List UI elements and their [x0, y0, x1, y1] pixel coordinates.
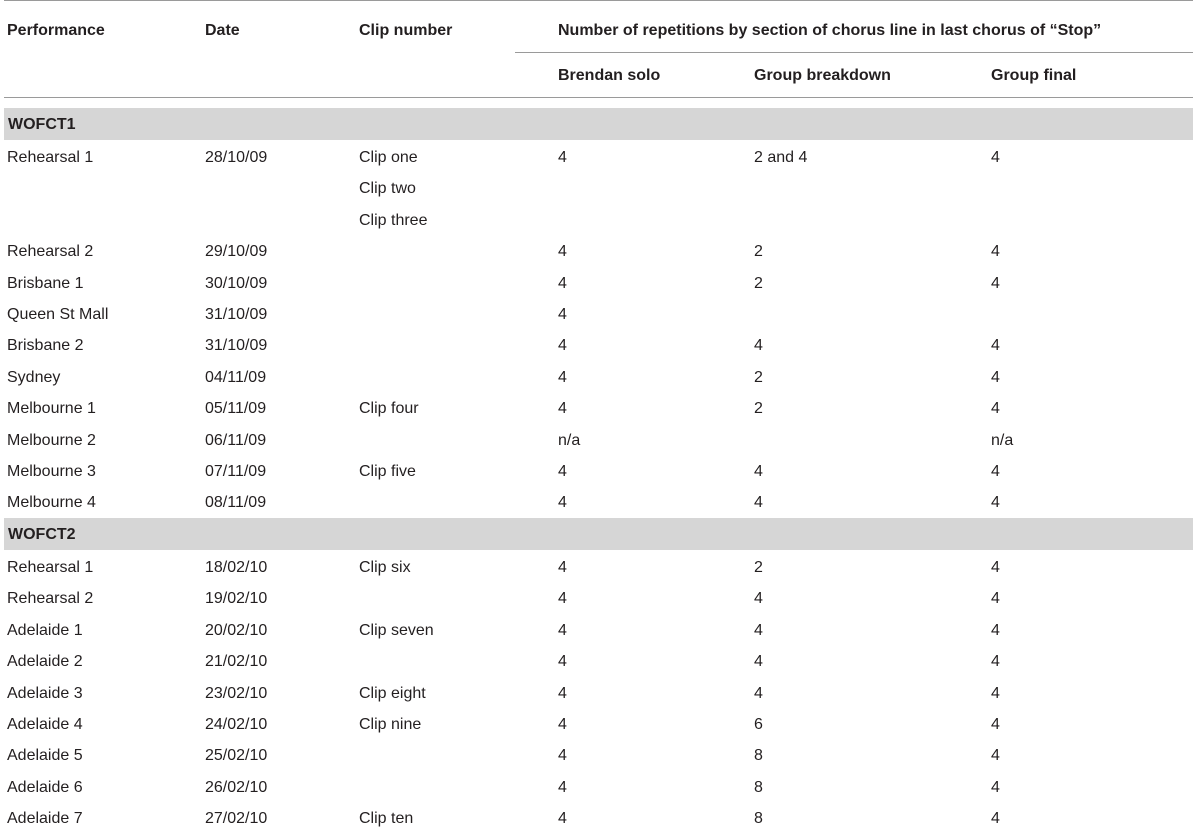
cell-breakdown: 2	[754, 559, 763, 576]
cell-date: 07/11/09	[205, 463, 267, 480]
cell-solo: 4	[558, 243, 567, 261]
cell-date: 21/02/10	[205, 653, 268, 671]
cell-breakdown: 4	[754, 463, 763, 480]
cell-date: 06/11/09	[205, 431, 267, 449]
col-header-brendan-solo: Brendan solo	[558, 67, 661, 84]
table-row	[0, 740, 1200, 771]
section-header	[4, 518, 1193, 550]
cell-date: 20/02/10	[205, 621, 268, 639]
cell-performance: Melbourne 2	[7, 431, 96, 449]
cell-breakdown: 2	[754, 274, 763, 292]
table-row	[0, 236, 1200, 267]
table-row	[0, 425, 1200, 456]
col-header-date: Date	[205, 22, 240, 39]
cell-solo: 4	[558, 494, 567, 512]
cell-clip: Clip two	[359, 180, 416, 198]
cell-performance: Rehearsal 1	[7, 149, 94, 166]
cell-date: 08/11/09	[205, 494, 267, 512]
cell-performance: Rehearsal 2	[7, 590, 94, 608]
cell-final: 4	[991, 621, 1000, 639]
cell-final: 4	[991, 149, 1000, 166]
cell-breakdown: 4	[754, 653, 763, 671]
cell-performance: Melbourne 1	[7, 400, 96, 418]
cell-breakdown: 4	[754, 337, 763, 355]
cell-solo: 4	[558, 337, 567, 355]
cell-date: 04/11/09	[205, 368, 267, 386]
cell-solo: 4	[558, 684, 567, 702]
cell-performance: Brisbane 1	[7, 274, 84, 292]
cell-solo: 4	[558, 559, 567, 576]
cell-solo: 4	[558, 368, 567, 386]
cell-performance: Queen St Mall	[7, 306, 109, 323]
cell-date: 19/02/10	[205, 590, 268, 608]
cell-final: 4	[991, 463, 1000, 480]
cell-final: 4	[991, 337, 1000, 355]
header-top-rule	[4, 0, 1193, 1]
table-row	[0, 678, 1200, 709]
cell-final: 4	[991, 243, 1000, 261]
cell-performance: Melbourne 3	[7, 463, 96, 480]
table-row	[0, 362, 1200, 393]
cell-performance: Adelaide 7	[7, 810, 83, 828]
cell-breakdown: 8	[754, 778, 763, 796]
cell-performance: Adelaide 2	[7, 653, 83, 671]
cell-solo: 4	[558, 400, 567, 418]
col-header-group-breakdown: Group breakdown	[754, 67, 891, 84]
cell-solo: 4	[558, 463, 567, 480]
table-row	[0, 709, 1200, 740]
cell-final: 4	[991, 274, 1000, 292]
cell-date: 26/02/10	[205, 778, 268, 796]
cell-breakdown: 4	[754, 621, 763, 639]
table-row	[0, 173, 1200, 204]
cell-breakdown: 4	[754, 494, 763, 512]
table-row	[0, 268, 1200, 299]
cell-breakdown: 2 and 4	[754, 149, 808, 166]
cell-clip: Clip six	[359, 559, 411, 576]
cell-solo: 4	[558, 149, 567, 166]
table-row	[0, 772, 1200, 803]
cell-solo: 4	[558, 653, 567, 671]
cell-performance: Adelaide 5	[7, 747, 83, 765]
cell-final: 4	[991, 590, 1000, 608]
cell-date: 05/11/09	[205, 400, 267, 418]
cell-clip: Clip ten	[359, 810, 414, 828]
section-label: WOFCT2	[8, 526, 76, 543]
cell-clip: Clip five	[359, 463, 416, 480]
col-group-header: Number of repetitions by section of chorus line in last chorus of “Stop”	[558, 22, 1102, 39]
cell-clip: Clip seven	[359, 621, 434, 639]
cell-clip: Clip four	[359, 400, 419, 418]
cell-final: 4	[991, 368, 1000, 386]
cell-performance: Brisbane 2	[7, 337, 84, 355]
col-header-clip: Clip number	[359, 22, 453, 39]
cell-breakdown: 2	[754, 368, 763, 386]
cell-breakdown: 4	[754, 684, 763, 702]
header-bottom-rule	[4, 97, 1193, 98]
table-row	[0, 615, 1200, 646]
cell-solo: 4	[558, 778, 567, 796]
cell-clip: Clip eight	[359, 684, 426, 702]
cell-final: 4	[991, 494, 1000, 512]
cell-final: 4	[991, 653, 1000, 671]
cell-solo: 4	[558, 274, 567, 292]
cell-performance: Adelaide 4	[7, 716, 83, 733]
table-row	[0, 330, 1200, 361]
cell-final: 4	[991, 559, 1000, 576]
table-row	[0, 803, 1200, 834]
cell-date: 18/02/10	[205, 559, 268, 576]
cell-clip: Clip three	[359, 211, 428, 229]
cell-date: 25/02/10	[205, 747, 268, 765]
cell-date: 23/02/10	[205, 684, 268, 702]
cell-date: 27/02/10	[205, 810, 268, 828]
cell-date: 24/02/10	[205, 716, 268, 733]
cell-final: 4	[991, 400, 1000, 418]
table-row	[0, 299, 1200, 330]
cell-final: 4	[991, 747, 1000, 765]
cell-performance: Rehearsal 1	[7, 559, 94, 576]
cell-performance: Adelaide 1	[7, 621, 83, 639]
table-row	[0, 142, 1200, 173]
cell-performance: Melbourne 4	[7, 494, 96, 512]
cell-breakdown: 2	[754, 400, 763, 418]
table-row	[0, 583, 1200, 614]
table-row	[0, 456, 1200, 487]
cell-performance: Rehearsal 2	[7, 243, 94, 261]
section-header	[4, 108, 1193, 140]
cell-final: 4	[991, 716, 1000, 733]
cell-breakdown: 4	[754, 590, 763, 608]
cell-breakdown: 8	[754, 747, 763, 765]
cell-solo: 4	[558, 716, 567, 733]
cell-performance: Adelaide 3	[7, 684, 83, 702]
cell-breakdown: 6	[754, 716, 763, 733]
table-row	[0, 393, 1200, 424]
cell-clip: Clip nine	[359, 716, 422, 733]
cell-date: 31/10/09	[205, 337, 268, 355]
table-row	[0, 646, 1200, 677]
col-header-group-final: Group final	[991, 67, 1077, 84]
table-row	[0, 552, 1200, 583]
section-label: WOFCT1	[8, 116, 76, 133]
table-row	[0, 205, 1200, 236]
cell-final: 4	[991, 684, 1000, 702]
cell-final: 4	[991, 810, 1000, 828]
group-header-rule	[515, 52, 1193, 53]
cell-date: 29/10/09	[205, 243, 268, 261]
cell-performance: Sydney	[7, 368, 61, 386]
cell-performance: Adelaide 6	[7, 778, 83, 796]
cell-date: 28/10/09	[205, 149, 268, 166]
cell-solo: 4	[558, 306, 567, 323]
cell-clip: Clip one	[359, 149, 418, 166]
cell-date: 31/10/09	[205, 306, 268, 323]
cell-solo: 4	[558, 810, 567, 828]
cell-solo: 4	[558, 590, 567, 608]
cell-solo: 4	[558, 621, 567, 639]
cell-solo: n/a	[558, 431, 581, 449]
cell-final: n/a	[991, 431, 1014, 449]
cell-breakdown: 8	[754, 810, 763, 828]
table-row	[0, 487, 1200, 518]
cell-breakdown: 2	[754, 243, 763, 261]
cell-solo: 4	[558, 747, 567, 765]
cell-date: 30/10/09	[205, 274, 268, 292]
col-header-performance: Performance	[7, 22, 105, 39]
cell-final: 4	[991, 778, 1000, 796]
